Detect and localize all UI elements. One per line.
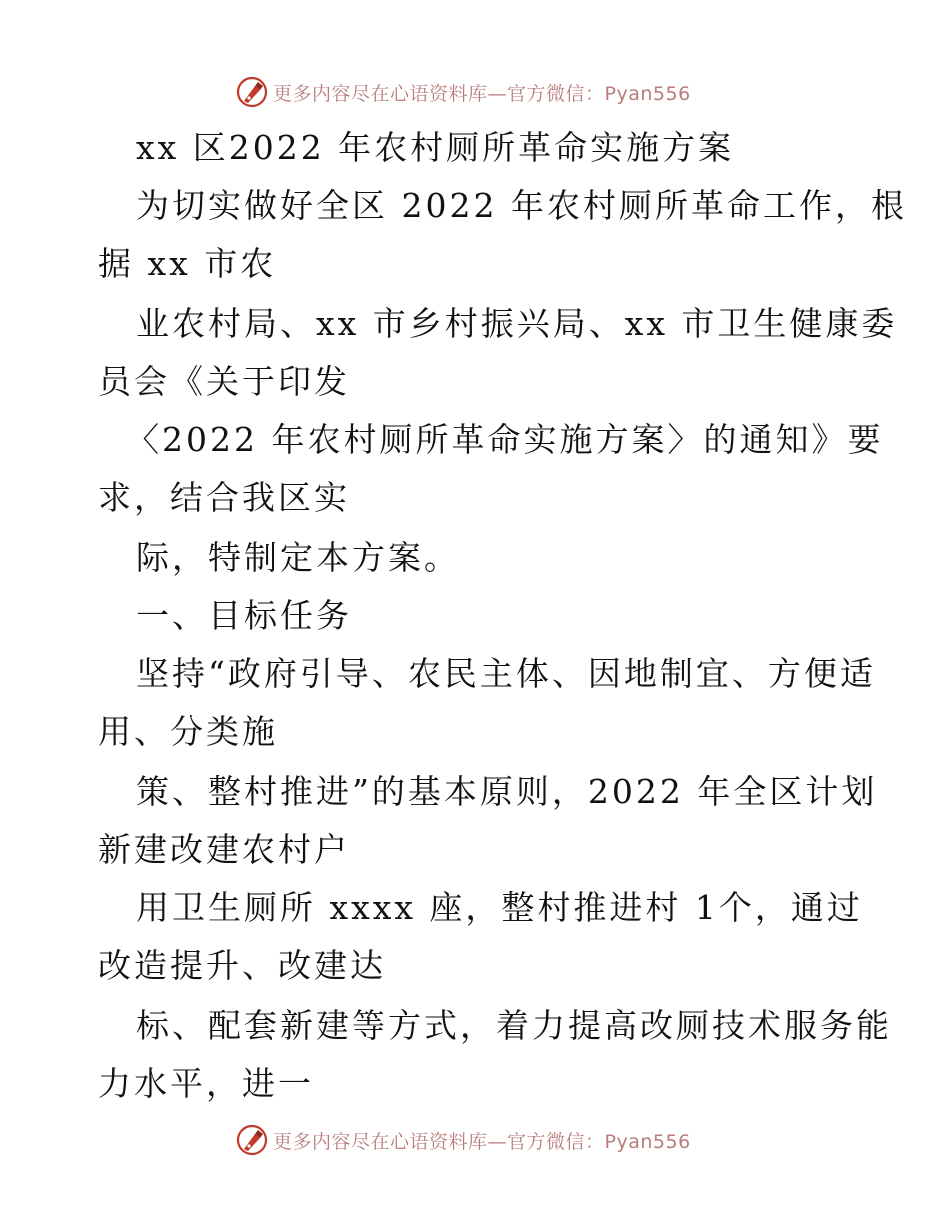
- body-line: 为切实做好全区 2022 年农村厕所革命工作，根: [136, 186, 907, 225]
- watermark-footer: [235, 1120, 691, 1160]
- watermark-wechat-id: Pyan556: [604, 82, 691, 105]
- body-line: 标、配套新建等方式，着力提高改厕技术服务能: [136, 1006, 892, 1045]
- section-heading: 一、目标任务: [136, 596, 352, 635]
- watermark-header: [235, 72, 691, 112]
- pen-nib-logo-icon: [235, 75, 269, 109]
- body-line: 求，结合我区实: [98, 478, 350, 517]
- body-line: 际，特制定本方案。: [136, 538, 460, 577]
- watermark-text: 更多内容尽在心语资料库—官方微信：Pyan556: [273, 1130, 691, 1153]
- watermark-wechat-id: Pyan556: [604, 1130, 691, 1153]
- body-line: 改造提升、改建达: [98, 946, 386, 985]
- body-line: 用卫生厕所 xxxx 座，整村推进村 1个，通过: [136, 888, 863, 927]
- pen-nib-logo-icon: [235, 1123, 269, 1157]
- body-line: 员会《关于印发: [98, 362, 350, 401]
- body-line: 坚持“政府引导、农民主体、因地制宜、方便适: [136, 654, 876, 693]
- document-title: xx 区2022 年农村厕所革命实施方案: [136, 128, 735, 167]
- body-line: 用、分类施: [98, 712, 278, 751]
- body-line: 业农村局、xx 市乡村振兴局、xx 市卫生健康委: [136, 304, 898, 343]
- body-line: 据 xx 市农: [98, 244, 277, 283]
- body-line: 策、整村推进”的基本原则，2022 年全区计划: [136, 772, 878, 811]
- body-line: 〈2022 年农村厕所革命实施方案〉的通知》要: [126, 420, 884, 459]
- body-line: 力水平，进一: [98, 1064, 314, 1103]
- body-line: 新建改建农村户: [98, 830, 350, 869]
- watermark-text: 更多内容尽在心语资料库—官方微信：Pyan556: [273, 82, 691, 105]
